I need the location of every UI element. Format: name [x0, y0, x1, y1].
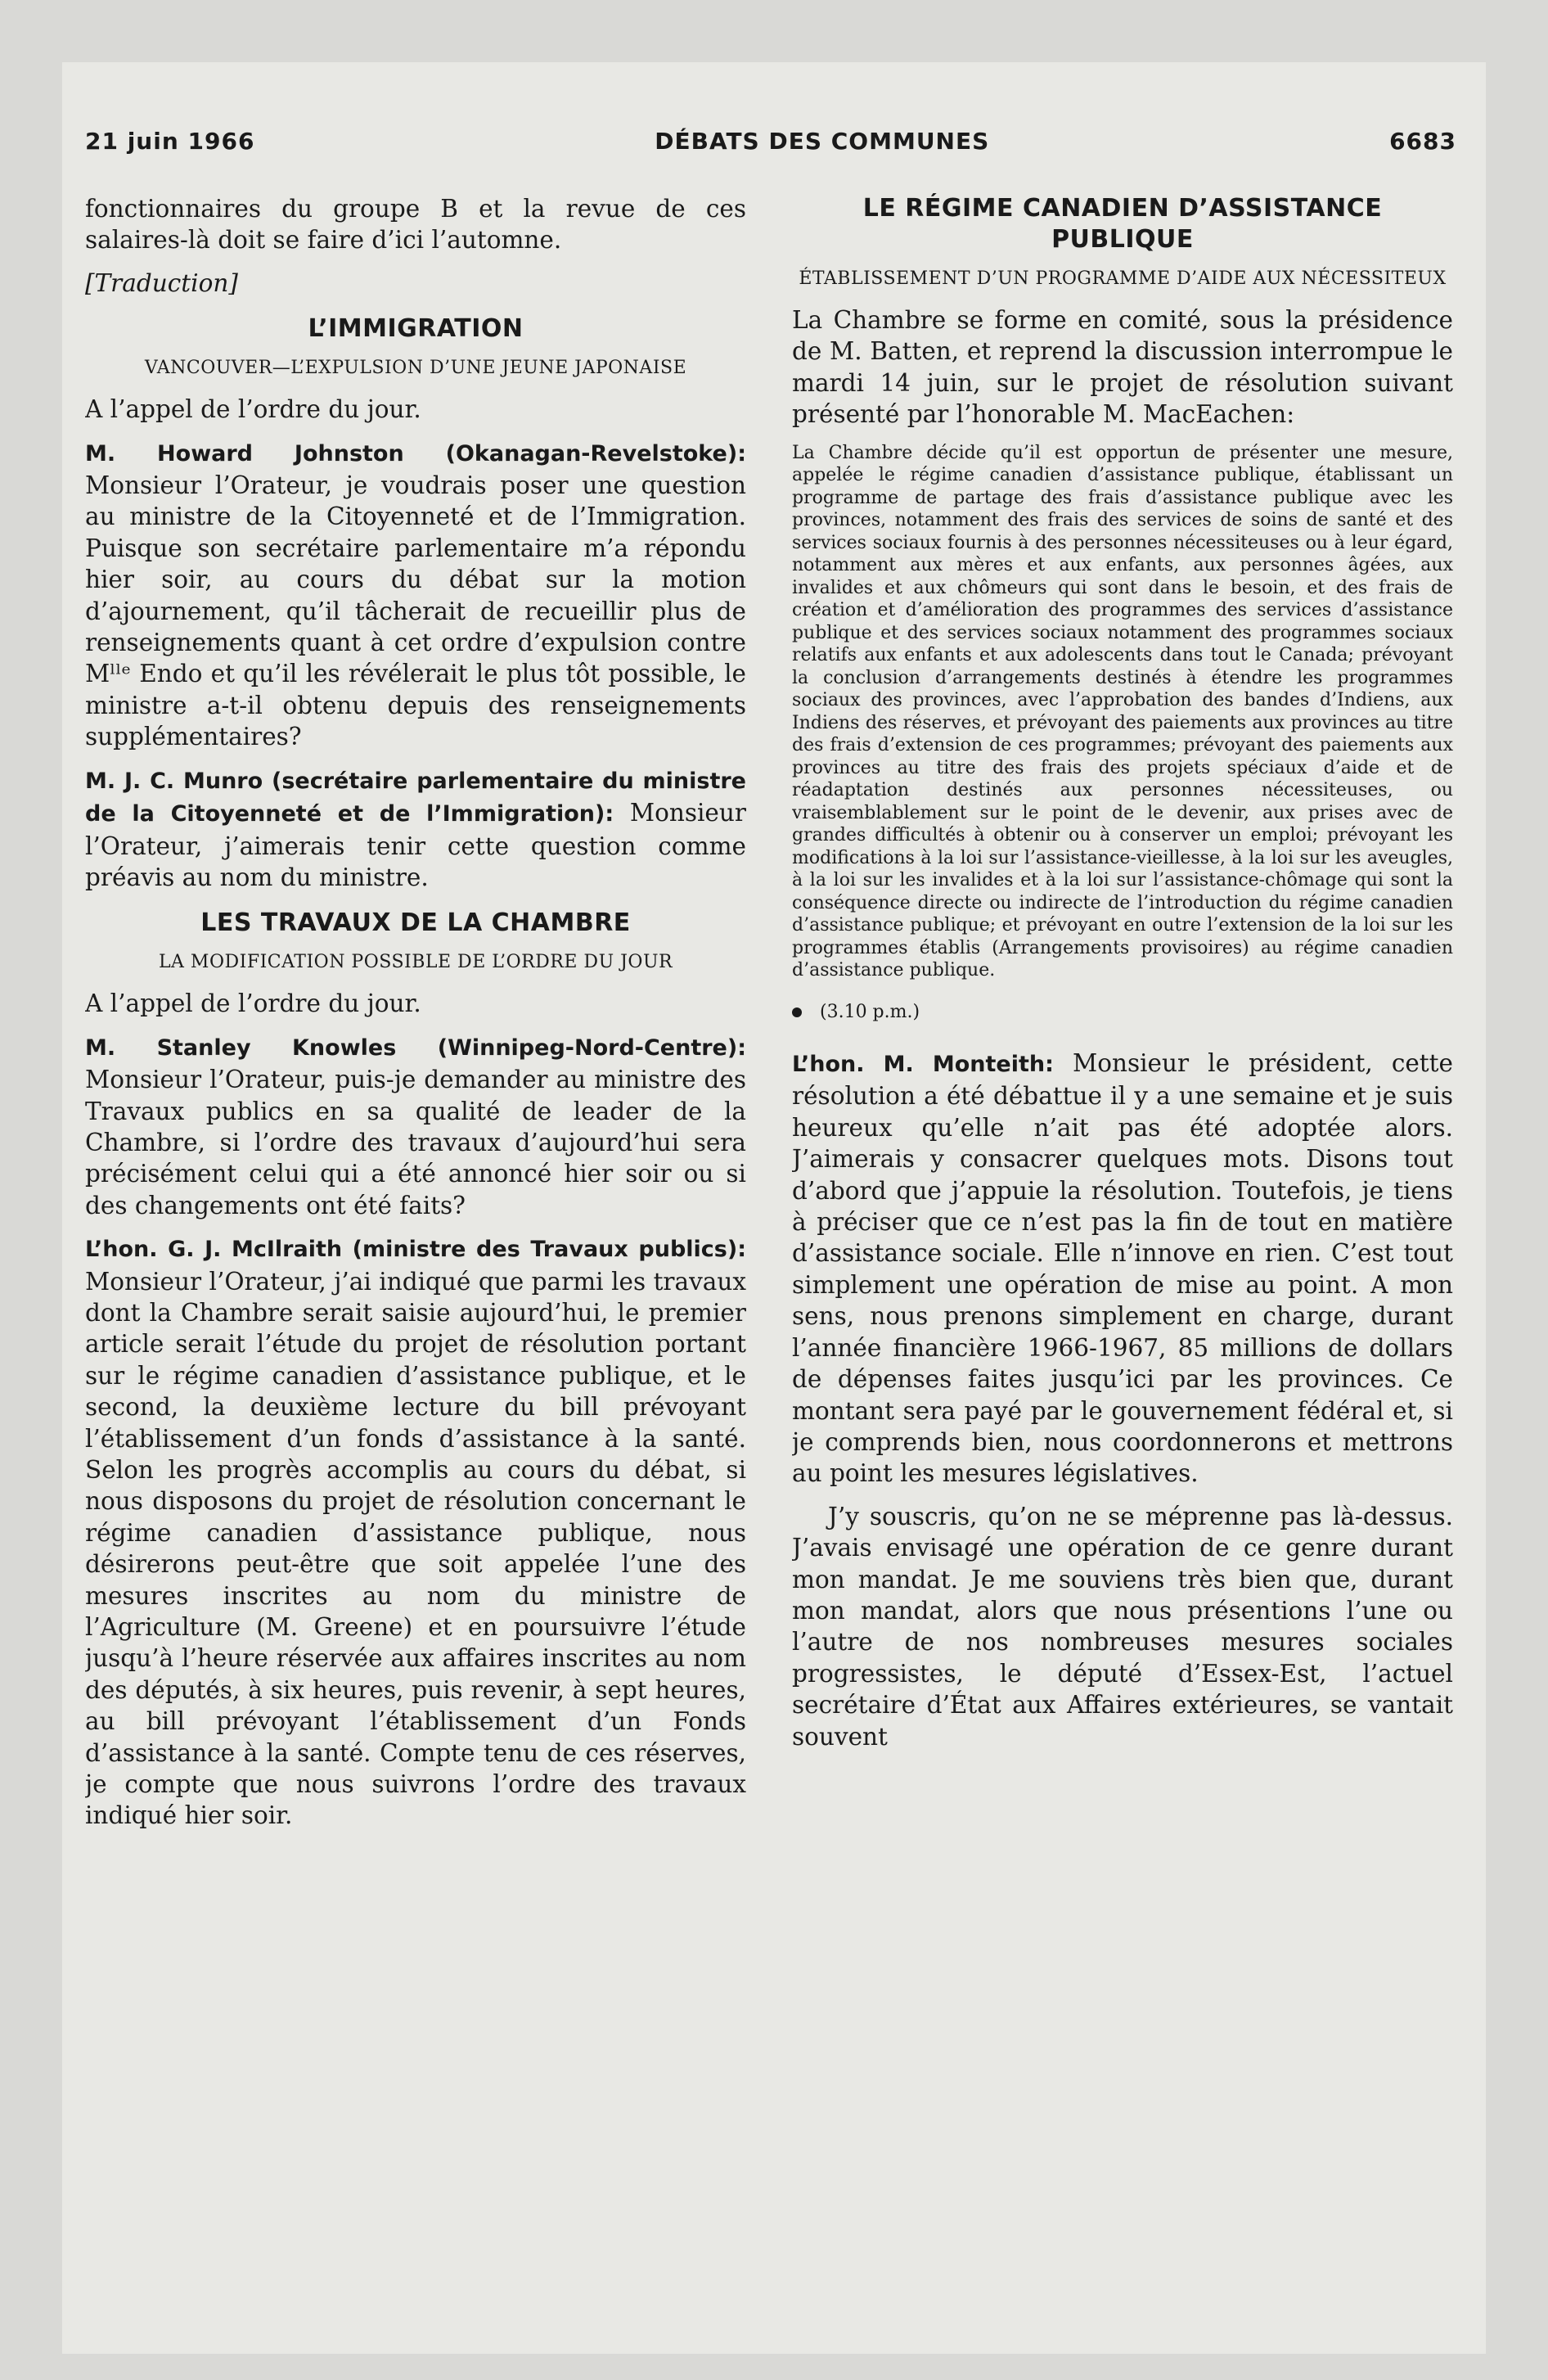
header-title: DÉBATS DES COMMUNES [655, 128, 990, 155]
paragraph: fonctionnaires du groupe B et la revue de ces salaires-là doit se faire d’ici l’automne. [85, 195, 746, 255]
section-subheading-ordre-du-jour: LA MODIFICATION POSSIBLE DE L’ORDRE DU JOUR [158, 952, 673, 973]
section-heading-assistance: LE RÉGIME CANADIEN D’ASSISTANCE PUBLIQUE [862, 194, 1383, 254]
bullet-icon [792, 1007, 802, 1017]
timestamp: (3.10 p.m.) [820, 1001, 920, 1022]
speech-mcilraith [85, 1233, 746, 1832]
page-header [85, 128, 1456, 160]
section-heading-travaux: LES TRAVAUX DE LA CHAMBRE [200, 908, 631, 938]
speaker-name: M. J. C. Munro (secrétaire parlementaire du ministre de la Citoyenneté et de l’Immigration): [85, 768, 746, 827]
timestamp-line [792, 997, 1453, 1028]
speaker-name: M. Stanley Knowles (Winnipeg-Nord-Centre): [85, 1034, 746, 1061]
paragraph: La Chambre se forme en comité, sous la présidence de M. Batten, et reprend la discussion interrompue le mardi 14 juin, sur le projet de résolution suivant présenté par l’honorable M. MacEachen: [792, 306, 1453, 429]
speech-text: Monsieur l’Orateur, je voudrais poser une question au ministre de la Citoyenneté et de l’Immigration. Puisque son secrétaire parlementaire m’a répondu hier soir, au cours du débat sur la motion d’ajournement, qu’il tâcherait de recueillir plus de renseignements quant à cet ordre d’expulsion contre Mˡˡᵉ Endo et qu’il les révélerait le plus tôt possible, le ministre a-t-il obtenu depuis des renseignements supplémentaires? [85, 471, 746, 751]
section-subheading-programme: ÉTABLISSEMENT D’UN PROGRAMME D’AIDE AUX NÉCESSITEUX [799, 268, 1447, 289]
section-subheading-expulsion: VANCOUVER—L’EXPULSION D’UNE JEUNE JAPONAISE [144, 358, 687, 379]
right-column [792, 193, 1453, 2288]
resolution-text: La Chambre décide qu’il est opportun de présenter une mesure, appelée le régime canadien d’assistance publique, établissant un programme de partage des frais d’assistance publique avec les provinces, notamment des frais des services de soins de santé et des services sociaux fournis à des personnes nécessiteuses ou à leur égard, notamment aux mères et aux enfants, aux personnes âgées, aux invalides et aux chômeurs qui sont dans le besoin, et des frais de création et d’amélioration des programmes des services d’assistance publique et des services sociaux notamment des programmes sociaux relatifs aux enfants et aux adolescents dans tout le Canada; prévoyant la conclusion d’arrangements destinés à étendre les programmes sociaux des provinces, avec l’approbation des bandes d’Indiens, aux Indiens des réserves, et prévoyant des paiements aux provinces au titre des frais d’extension de ces programmes; prévoyant des paiements aux provinces au titre des frais des projets spéciaux d’aide et de réadaptation destinés aux personnes nécessiteuses, ou vraisemblablement sur le point de le devenir, aux prises avec de grandes difficultés à obtenir ou à conserver un emploi; prévoyant les modifications à la loi sur l’assistance-vieillesse, à la loi sur les aveugles, à la loi sur les invalides et à la loi sur l’assistance-chômage qui sont la conséquence directe ou indirecte de l’introduction du régime canadien d’assistance publique; et prévoyant en outre l’extension de la loi sur les programmes établis (Arrangements provisoires) au régime canadien d’assistance publique. [792, 442, 1453, 981]
paragraph: J’y souscris, qu’on ne se méprenne pas là-dessus. J’avais envisagé une opération de ce genre durant mon mandat. Je me souviens très bien que, durant mon mandat, alors que nous présentions l’une ou l’autre de nos nombreuses mesures sociales progressistes, le député d’Essex-Est, l’actuel secrétaire d’État aux Affaires extérieures, se vantait souvent [792, 1502, 1453, 1751]
speech-text: Monsieur l’Orateur, j’ai indiqué que parmi les travaux dont la Chambre serait saisie aujourd’hui, le premier article serait l’étude du projet de résolution portant sur le régime canadien d’assistance publique, et le second, la deuxième lecture du bill prévoyant l’établissement d’un fonds d’assistance à la santé. Selon les progrès accomplis au cours du débat, si nous disposons du projet de résolution concernant le régime canadien d’assistance publique, nous désirerons peut-être que soit appelée l’une des mesures inscrites au nom du ministre de l’Agriculture (M. Greene) et en poursuivre l’étude jusqu’à l’heure réservée aux affaires inscrites au nom des députés, à six heures, puis revenir, à sept heures, au bill prévoyant l’établissement d’un Fonds d’assistance à la santé. Compte tenu de ces réserves, je compte que nous suivrons l’ordre des travaux indiqué hier soir. [85, 1267, 746, 1830]
speech-knowles [85, 1031, 746, 1221]
speech-johnston [85, 437, 746, 753]
speaker-name: M. Howard Johnston (Okanagan-Revelstoke): [85, 440, 746, 467]
speech-text: Monsieur le président, cette résolution a été débattue il y a une semaine et je suis heureux qu’elle n’ait pas été adoptée alors. J’aimerais y consacrer quelques mots. Disons tout d’abord que j’appuie la résolution. Toutefois, je tiens à préciser que ce n’est pas la fin de tout en matière d’assistance sociale. Elle n’innove en rien. C’est tout simplement une opération de mise au point. A mon sens, nous prenons simplement en charge, durant l’année financière 1966-1967, 85 millions de dollars de dépenses faites jusqu’ici par les provinces. Ce montant sera payé par le gouvernement fédéral et, si je comprends bien, nous coordonnerons et mettrons au point les mesures législatives. [792, 1049, 1453, 1488]
speaker-name: L’hon. M. Monteith: [792, 1052, 1054, 1078]
speech-monteith [792, 1048, 1453, 1490]
speech-text: Monsieur l’Orateur, j’aimerais tenir cette question comme préavis au nom du ministre. [85, 799, 746, 891]
paragraph: A l’appel de l’ordre du jour. [85, 395, 421, 424]
speech-munro [85, 764, 746, 894]
speech-text: Monsieur l’Orateur, puis-je demander au ministre des Travaux publics en sa qualité de leader de la Chambre, si l’ordre des travaux d’aujourd’hui sera précisément celui qui a été annoncé hier soir ou si des changements ont été faits? [85, 1066, 746, 1219]
left-column [85, 193, 746, 2288]
speaker-name: L’hon. G. J. McIlraith (ministre des Travaux publics): [85, 1237, 746, 1263]
paragraph: A l’appel de l’ordre du jour. [85, 989, 421, 1018]
header-date: 21 juin 1966 [85, 128, 255, 155]
header-page-number: 6683 [1389, 128, 1456, 155]
section-heading-immigration: L’IMMIGRATION [308, 314, 524, 344]
translation-label: [Traduction] [85, 268, 238, 297]
